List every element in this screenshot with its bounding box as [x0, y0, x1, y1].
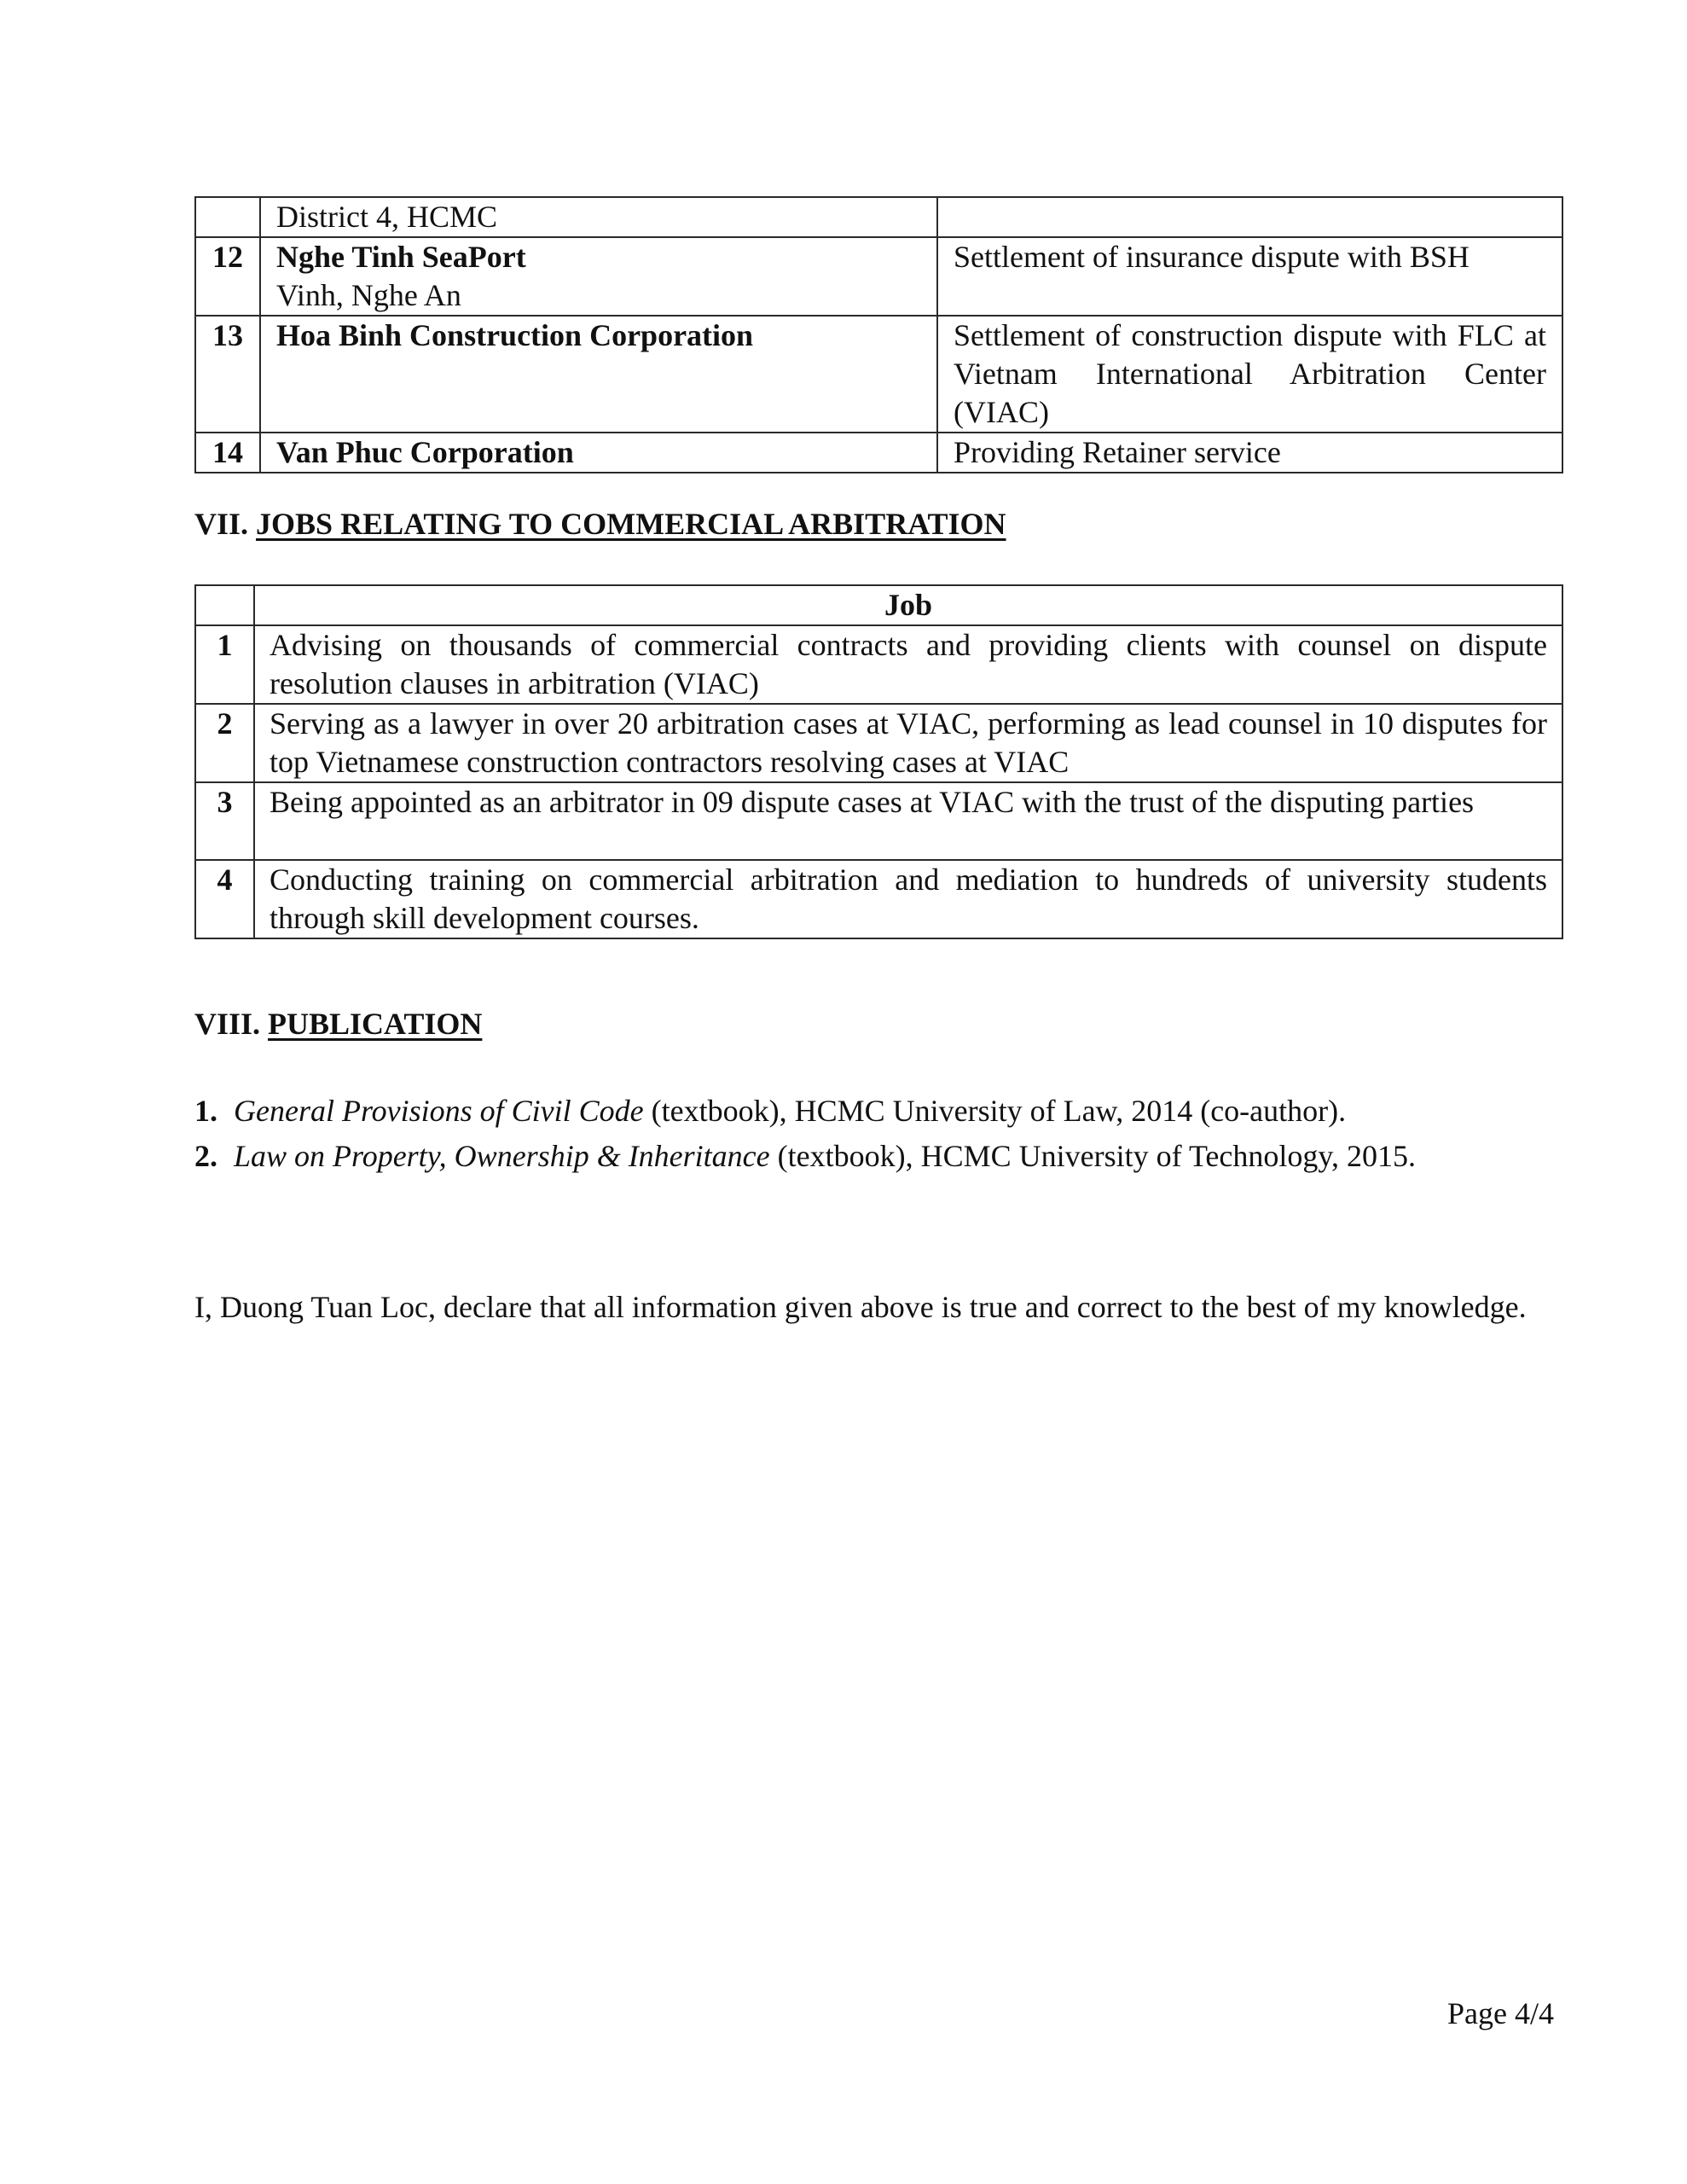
job-cell: Advising on thousands of commercial contracts and providing clients with counsel on dispute resolution clauses in arbitration (VIAC) [254, 625, 1562, 704]
publication-details: (textbook), HCMC University of Law, 2014 (co-author). [643, 1094, 1347, 1128]
section-heading-viii [194, 1005, 482, 1043]
work-cell: Settlement of construction dispute with FLC at Vietnam International Arbitration Center (VIAC) [937, 316, 1562, 433]
table-row [195, 316, 1562, 433]
section-heading-vii [194, 505, 1006, 543]
client-name: Van Phuc Corporation [276, 435, 574, 469]
client-location: Vinh, Nghe An [276, 278, 461, 312]
header-number-cell [195, 585, 254, 625]
table-row [195, 197, 1562, 237]
section-numeral: VII. [194, 507, 249, 541]
section-title: JOBS RELATING TO COMMERCIAL ARBITRATION [256, 507, 1006, 541]
row-number: 13 [195, 316, 260, 433]
work-cell [937, 197, 1562, 237]
work-cell: Providing Retainer service [937, 433, 1562, 473]
declaration-text: I, Duong Tuan Loc, declare that all information given above is true and correct to the best of my knowledge. [194, 1290, 1527, 1324]
publication-number: 2. [194, 1139, 217, 1173]
row-number: 3 [195, 782, 254, 860]
job-cell: Being appointed as an arbitrator in 09 dispute cases at VIAC with the trust of the disputing parties [254, 782, 1562, 860]
publication-title: General Provisions of Civil Code [234, 1094, 644, 1128]
client-cell [260, 433, 937, 473]
publication-item [194, 1134, 1416, 1179]
job-column-header: Job [254, 585, 1562, 625]
section-numeral: VIII. [194, 1007, 261, 1041]
table-row [195, 782, 1562, 860]
job-cell: Serving as a lawyer in over 20 arbitration cases at VIAC, performing as lead counsel in 10 disputes for top Vietnamese construction contractors resolving cases at VIAC [254, 704, 1562, 782]
work-cell: Settlement of insurance dispute with BSH [937, 237, 1562, 316]
publication-title: Law on Property, Ownership & Inheritance [234, 1139, 770, 1173]
client-cell [260, 197, 937, 237]
table-row [195, 860, 1562, 938]
client-name: Hoa Binh Construction Corporation [276, 318, 754, 352]
job-cell: Conducting training on commercial arbitration and mediation to hundreds of university students through skill development courses. [254, 860, 1562, 938]
row-number: 14 [195, 433, 260, 473]
row-number: 1 [195, 625, 254, 704]
table-row [195, 625, 1562, 704]
client-cell [260, 316, 937, 433]
row-number [195, 197, 260, 237]
page-number: Page 4/4 [1447, 1996, 1554, 2030]
publication-details: (textbook), HCMC University of Technology, 2015. [769, 1139, 1417, 1173]
row-number: 12 [195, 237, 260, 316]
row-number: 2 [195, 704, 254, 782]
row-number: 4 [195, 860, 254, 938]
clients-table [194, 196, 1563, 473]
section-title: PUBLICATION [268, 1007, 483, 1041]
table-row [195, 704, 1562, 782]
publication-item [194, 1089, 1416, 1134]
client-location: District 4, HCMC [276, 200, 498, 234]
publication-number: 1. [194, 1094, 217, 1128]
table-header-row [195, 585, 1562, 625]
jobs-table [194, 584, 1563, 939]
table-row [195, 237, 1562, 316]
table-row [195, 433, 1562, 473]
client-cell [260, 237, 937, 316]
publication-list [194, 1089, 1416, 1179]
client-name: Nghe Tinh SeaPort [276, 240, 526, 274]
